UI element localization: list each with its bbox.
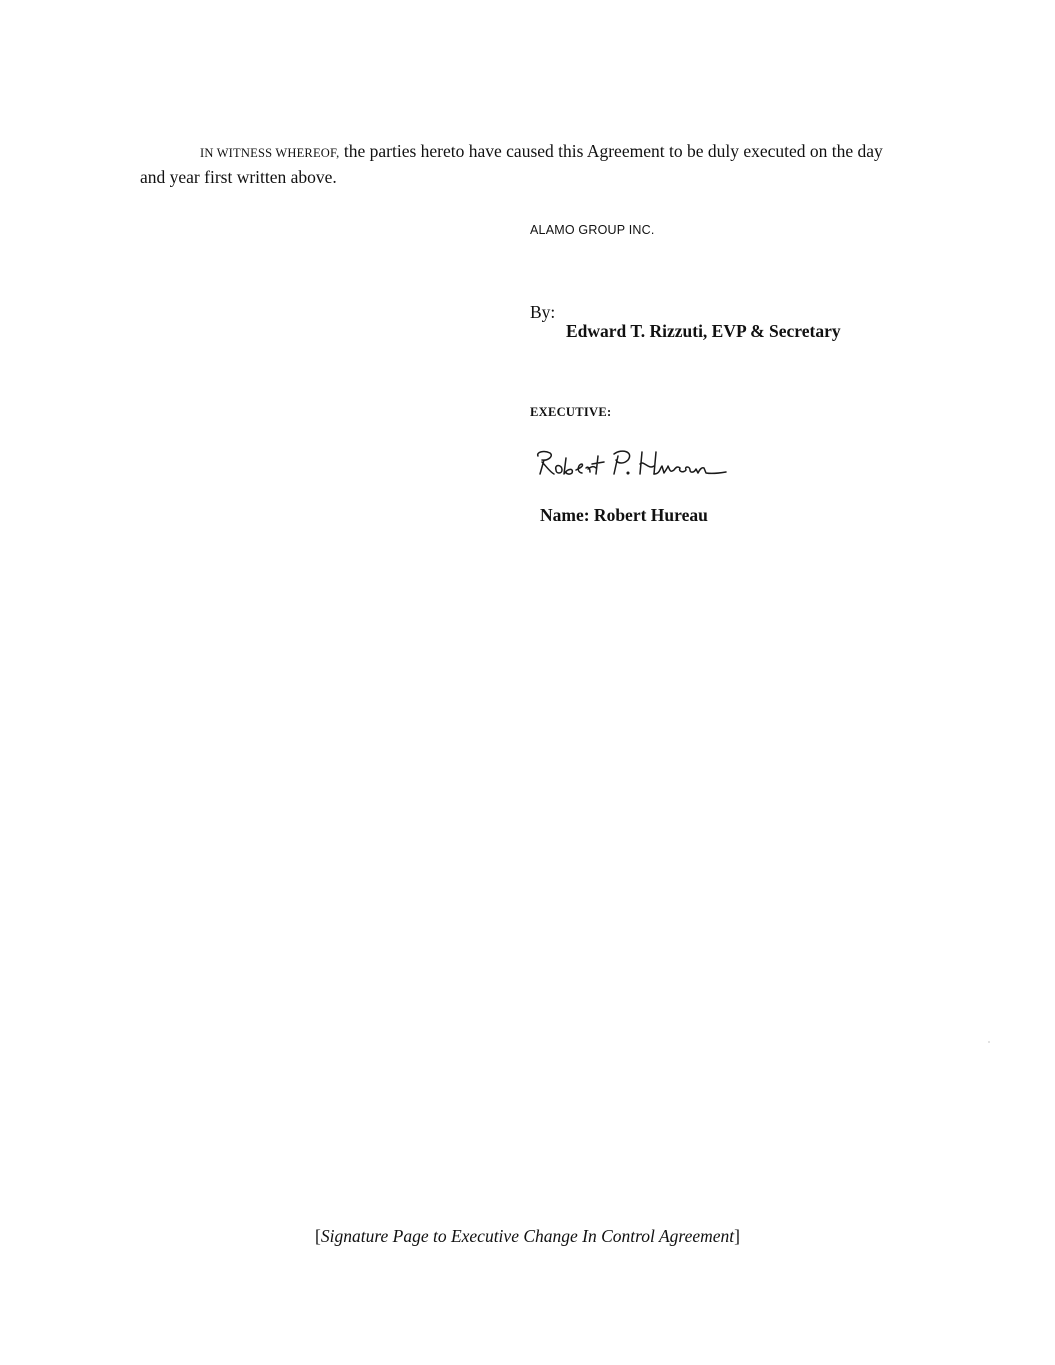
executive-label: EXECUTIVE: — [530, 405, 612, 419]
by-label: By: — [530, 302, 556, 322]
page-footer — [0, 1226, 1055, 1247]
company-signatory: Edward T. Rizzuti, EVP & Secretary — [566, 321, 841, 341]
company-name: ALAMO GROUP INC. — [530, 223, 655, 237]
footer-italic-text: Signature Page to Executive Change In Control Agreement — [320, 1226, 735, 1246]
footer-open-bracket: [ — [315, 1226, 321, 1246]
handwritten-signature — [530, 442, 730, 486]
witness-lead: IN WITNESS WHEREOF, — [200, 146, 340, 160]
witness-paragraph — [140, 139, 910, 189]
executive-name: Name: Robert Hureau — [540, 505, 708, 525]
footer-close-bracket: ] — [734, 1226, 740, 1246]
witness-text: the parties hereto have caused this Agreement to be duly executed on the day and year first written above. — [140, 141, 883, 187]
scan-speck — [988, 1041, 990, 1043]
